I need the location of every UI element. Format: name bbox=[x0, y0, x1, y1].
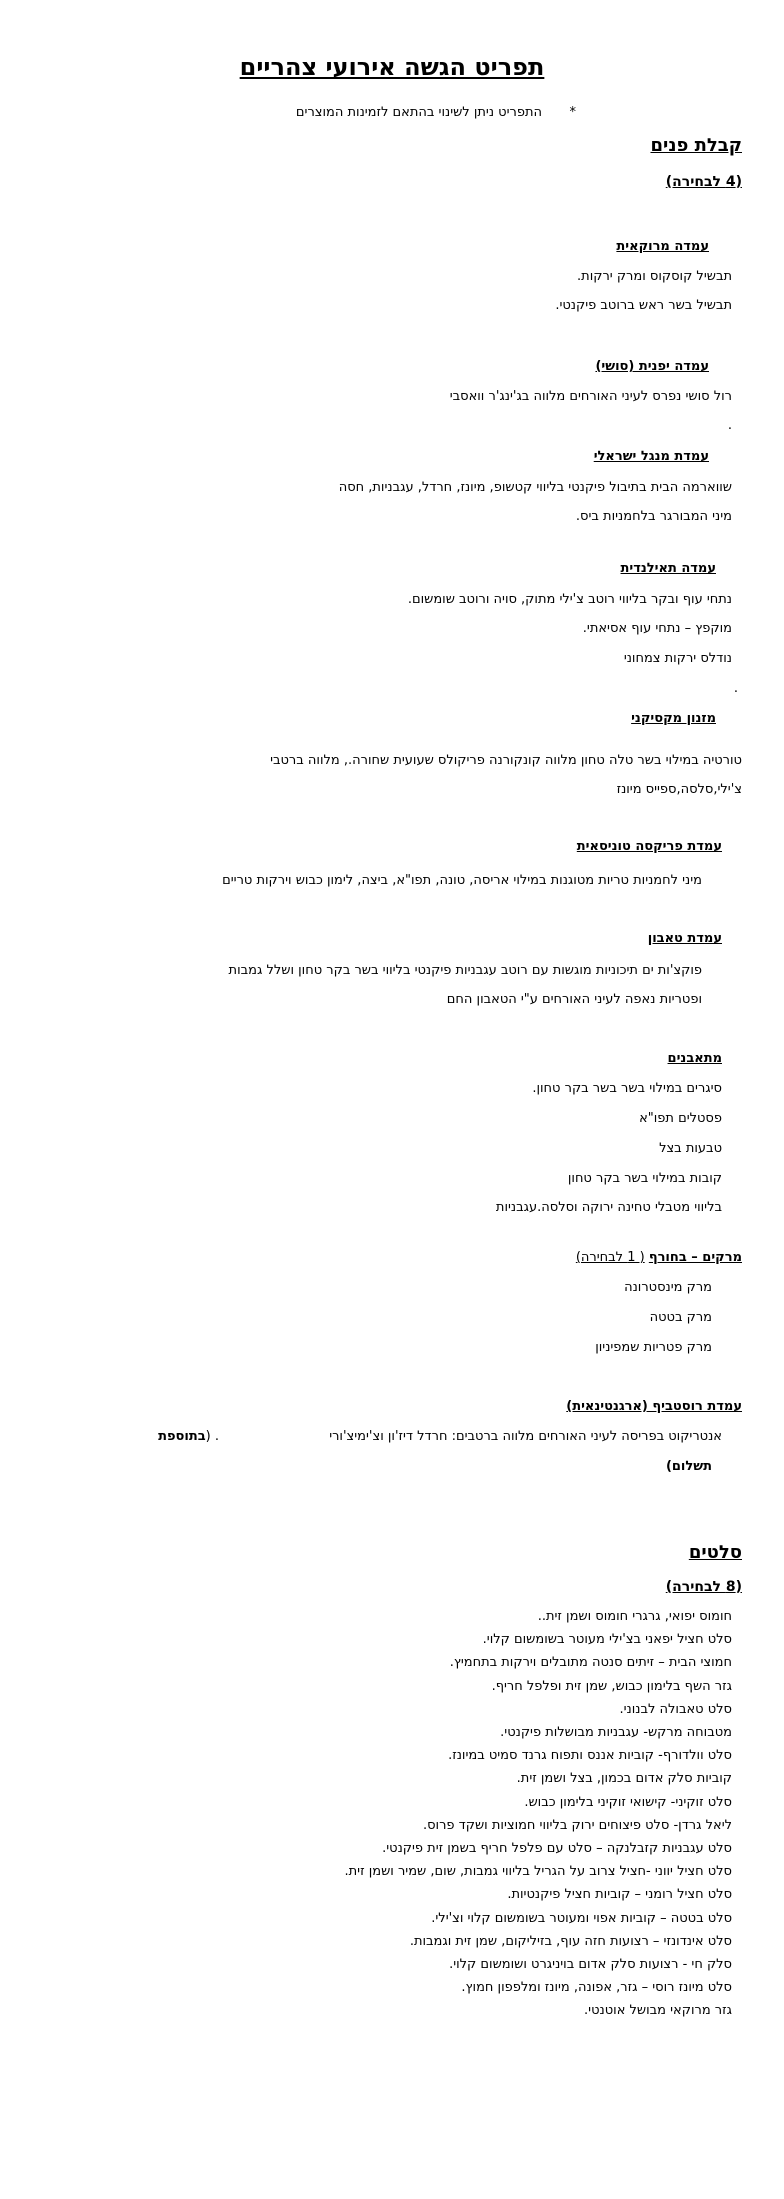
menu-item: שווארמה הבית בתיבול פיקנטי בליווי קטשופ, מיונז, חרדל, עגבניות, חסה bbox=[338, 480, 732, 495]
note-bullet: * bbox=[569, 105, 576, 120]
menu-item: תבשיל בשר ראש ברוטב פיקנטי. bbox=[555, 298, 732, 313]
salad-item: סלט חציל יפאני בצ'ילי מעוטר בשומשום קלוי. bbox=[482, 1632, 732, 1647]
salad-item: קוביות סלק אדום בכמון, בצל ושמן זית. bbox=[516, 1771, 732, 1786]
menu-item: קובות במילוי בשר בקר טחון bbox=[567, 1171, 722, 1186]
salad-item: חומוס יפואי, גרגרי חומוס ושמן זית.. bbox=[537, 1609, 732, 1624]
taboon-station-heading: עמדת טאבון bbox=[647, 931, 722, 946]
salad-item: ליאל גרדן- סלט פיצוחים ירוק בליווי חמוציות ושקד פרוס. bbox=[422, 1818, 732, 1833]
salad-item: סלט עגבניות קזבלנקה – סלט עם פלפל חריף בשמן זית פיקנטי. bbox=[382, 1841, 732, 1856]
menu-item: פוקצ'ות ים תיכוניות מוגשות עם רוטב עגבניות פיקנטי בליווי בשר בקר טחון ושלל גמבות bbox=[228, 963, 702, 978]
thai-station-heading: עמדה תאילנדית bbox=[620, 561, 716, 576]
salad-item: סלט זוקיני- קישואי זוקיני בלימון כבוש. bbox=[524, 1795, 732, 1810]
menu-item: מרק מינסטרונה bbox=[624, 1280, 712, 1295]
roastbeef-extra-bold: בתוספת bbox=[158, 1429, 206, 1444]
salad-item: סלט חציל רומני – קוביות חציל פיקנטיות. bbox=[507, 1887, 732, 1902]
reception-heading: קבלת פנים bbox=[650, 135, 742, 156]
menu-item: מיני לחמניות טריות מטוגנות במילוי אריסה, טונה, תפו"א, ביצה, לימון כבוש וירקות טריים bbox=[222, 873, 702, 888]
menu-item: טורטיה במילוי בשר טלה טחון מלווה קונקורנה פריקולס שעועית שחורה., מלווה ברטבי bbox=[270, 753, 742, 768]
salad-item: גזר מרוקאי מבושל אוטנטי. bbox=[584, 2003, 732, 2018]
menu-item: אנטריקוט בפריסה לעיני האורחים מלווה ברטבים: חרדל דיז'ון וצ'ימיצ'ורי bbox=[329, 1429, 722, 1444]
menu-item: ופטריות נאפה לעיני האורחים ע"י הטאבון החם bbox=[446, 992, 702, 1007]
soups-heading-row bbox=[576, 1249, 742, 1267]
menu-item: מרק בטטה bbox=[649, 1310, 712, 1325]
salads-heading: סלטים bbox=[688, 1542, 742, 1563]
salad-item: סלט בטטה – קוביות אפוי ומעוטר בשומשום קלוי וצ'ילי. bbox=[431, 1911, 732, 1926]
soups-heading: מרקים – בחורף bbox=[648, 1250, 742, 1265]
menu-item: . bbox=[733, 681, 738, 696]
reception-choice: (4 לבחירה) bbox=[665, 174, 742, 190]
salad-item: סלט אינדונזי – רצועות חזה עוף, בזיליקום, שמן זית וגמבות. bbox=[409, 1934, 732, 1949]
salads-choice: (8 לבחירה) bbox=[665, 1579, 742, 1595]
salad-item: גזר השף בלימון כבוש, שמן זית ופלפל חריף. bbox=[491, 1679, 732, 1694]
roastbeef-extra-row bbox=[158, 1428, 219, 1446]
salad-item: סלט וולדורף- קוביות אננס ותפוח גרנד סמיט במיונז. bbox=[448, 1748, 732, 1763]
appetizers-heading: מתאבנים bbox=[667, 1051, 722, 1066]
menu-item: צ'ילי,סלסה,ספייס מיונז bbox=[616, 782, 742, 797]
mexican-station-heading: מזנון מקסיקני bbox=[631, 711, 716, 726]
menu-item: נודלס ירקות צמחוני bbox=[623, 651, 732, 666]
roastbeef-station-heading: עמדת רוסטביף (ארגנטינאית) bbox=[566, 1399, 742, 1414]
menu-item: תבשיל קוסקוס ומרק ירקות. bbox=[577, 269, 732, 284]
menu-item: סיגרים במילוי בשר בשר בקר טחון. bbox=[532, 1081, 722, 1096]
salad-item: מטבוחה מרקש- עגבניות מבושלות פיקנטי. bbox=[500, 1725, 732, 1740]
menu-item: נתחי עוף ובקר בליווי רוטב צ'ילי מתוק, סויה ורוטב שומשום. bbox=[407, 592, 732, 607]
japanese-station-heading: עמדה יפנית (סושי) bbox=[595, 359, 709, 374]
salad-item: חמוצי הבית – זיתים סנטה מתובלים וירקות בתחמיץ. bbox=[449, 1655, 732, 1670]
roastbeef-extra-open: . ( bbox=[205, 1429, 219, 1444]
page-title: תפריט הגשה אירועי צהריים bbox=[239, 53, 545, 81]
menu-item: מיני המבורגר בלחמניות ביס. bbox=[575, 509, 732, 524]
availability-note: התפריט ניתן לשינוי בהתאם לזמינות המוצרים bbox=[295, 105, 542, 120]
salad-item: סלק חי - רצועות סלק אדום בויניגרט ושומשום קלוי. bbox=[449, 1957, 732, 1972]
salad-item: סלט חציל יווני -חציל צרוב על הגריל בליווי גמבות, שום, שמיר ושמן זית. bbox=[344, 1864, 732, 1879]
fricasse-station-heading: עמדת פריקסה טוניסאית bbox=[576, 839, 722, 854]
menu-item: . bbox=[727, 418, 732, 433]
grill-station-heading: עמדת מנגל ישראלי bbox=[593, 449, 709, 464]
salad-item: סלט טאבולה לבנוני. bbox=[619, 1702, 732, 1717]
menu-item: רול סושי נפרס לעיני האורחים מלווה בג'ינג'ר וואסבי bbox=[449, 389, 732, 404]
roastbeef-extra-line2: תשלום) bbox=[665, 1459, 712, 1474]
salad-item: סלט מיונז רוסי – גזר, אפונה, מיונז ומלפפון חמוץ. bbox=[461, 1980, 732, 1995]
menu-item: פסטלים תפו"א bbox=[639, 1111, 722, 1126]
menu-item: בליווי מטבלי טחינה ירוקה וסלסה.עגבניות bbox=[495, 1200, 722, 1215]
menu-item: טבעות בצל bbox=[659, 1141, 722, 1156]
menu-item: מוקפץ – נתחי עוף אסיאתי. bbox=[582, 621, 732, 636]
soups-choice: ( 1 לבחירה) bbox=[575, 1250, 645, 1265]
menu-item: מרק פטריות שמפיניון bbox=[595, 1340, 712, 1355]
moroccan-station-heading: עמדה מרוקאית bbox=[616, 239, 709, 254]
